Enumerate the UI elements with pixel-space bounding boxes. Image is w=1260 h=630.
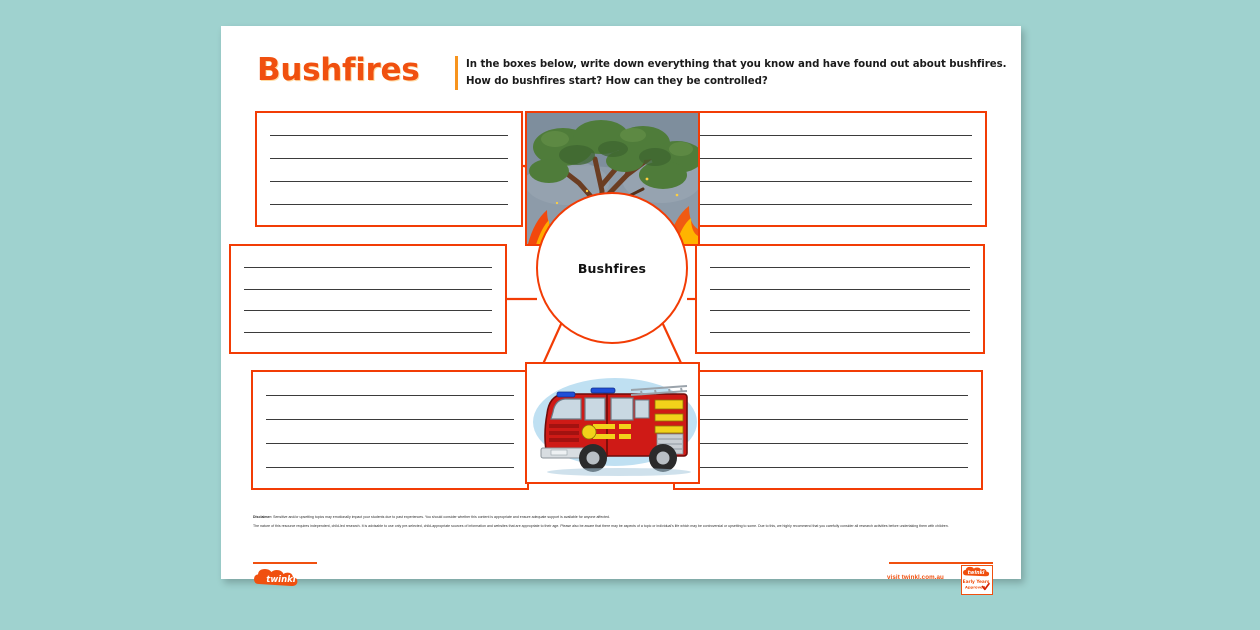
writing-line	[710, 289, 970, 290]
writing-line	[688, 443, 968, 444]
mindmap-box-bottom-left[interactable]	[251, 370, 529, 490]
mindmap-box-middle-right[interactable]	[695, 244, 985, 354]
worksheet-page	[221, 26, 1021, 590]
disclaimer-body-1: Sensitive and/or upsetting topics may emotionally impact your students due to past experiences. You should consider whether this content is appropriate and ensure adequate support is available for anyone affected.	[273, 515, 610, 519]
twinkl-logo[interactable]	[253, 568, 309, 590]
writing-line	[694, 135, 972, 136]
badge-line-3: Approved	[965, 585, 986, 590]
writing-line	[270, 158, 508, 159]
writing-line	[688, 467, 968, 468]
badge-brand-text: twinkl	[967, 570, 985, 577]
early-years-approved-badge	[961, 565, 993, 595]
writing-line	[694, 181, 972, 182]
visit-twinkl-link[interactable]: visit twinkl.com.au	[887, 574, 944, 581]
writing-line	[694, 204, 972, 205]
disclaimer-label: Disclaimer:	[253, 515, 273, 519]
writing-line	[694, 158, 972, 159]
disclaimer-paragraph-2: The nature of this resource requires independent, child-led research. It is advisable to use only pre-selected, child-appropriate sources of information and websites that are appropriate to their age. Please also be aware that there may be aspects of a topic or individual's life which may be controversial or upsetting to some. Due to this, we highly recommend that you carefully consider all research activities before undertaking them with children.	[253, 524, 949, 529]
footer-rule-right	[889, 562, 993, 564]
writing-line	[266, 467, 514, 468]
worksheet-header	[221, 26, 1021, 104]
writing-line	[266, 395, 514, 396]
fire-engine-image	[525, 362, 700, 484]
writing-line	[688, 395, 968, 396]
writing-line	[270, 135, 508, 136]
disclaimer-text	[253, 514, 993, 532]
writing-line	[244, 289, 492, 290]
instruction-line-1: In the boxes below, write down everything that you know and have found out about bushfires.	[466, 59, 1007, 70]
worksheet-footer	[221, 514, 1021, 590]
page-title: Bushfires	[257, 52, 420, 88]
writing-line	[270, 204, 508, 205]
header-divider	[455, 56, 458, 90]
writing-line	[244, 332, 492, 333]
writing-line	[688, 419, 968, 420]
writing-line	[244, 267, 492, 268]
writing-line	[266, 443, 514, 444]
writing-line	[710, 310, 970, 311]
writing-line	[710, 267, 970, 268]
mindmap-area	[221, 104, 1021, 514]
writing-line	[266, 419, 514, 420]
footer-rule-left	[253, 562, 317, 564]
mindmap-box-bottom-right[interactable]	[673, 370, 983, 490]
writing-line	[270, 181, 508, 182]
instruction-line-2: How do bushfires start? How can they be controlled?	[466, 75, 768, 87]
mindmap-center-circle	[536, 192, 688, 344]
writing-line	[244, 310, 492, 311]
mindmap-box-middle-left[interactable]	[229, 244, 507, 354]
twinkl-logo-text: twinkl	[266, 575, 296, 585]
mindmap-box-top-right[interactable]	[679, 111, 987, 227]
center-label: Bushfires	[577, 260, 647, 276]
mindmap-box-top-left[interactable]	[255, 111, 523, 227]
badge-line-2: Early Years	[962, 579, 990, 585]
writing-line	[710, 332, 970, 333]
disclaimer-paragraph-1	[253, 514, 993, 520]
instructions-text	[466, 57, 1011, 90]
